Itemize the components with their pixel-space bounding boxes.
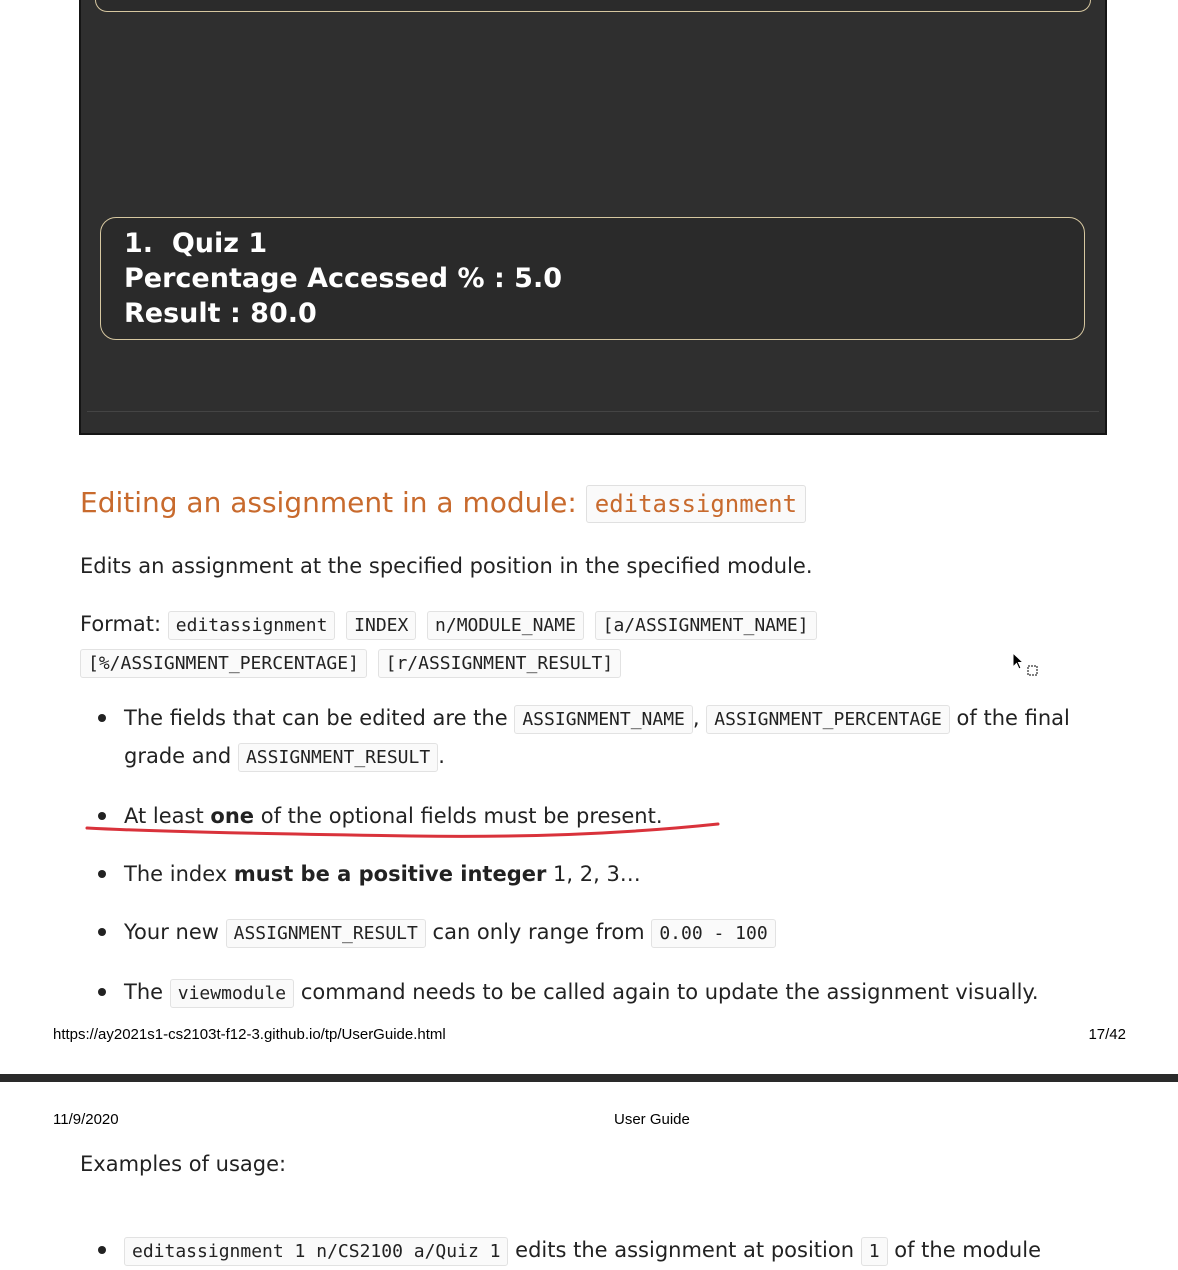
section-description: Edits an assignment at the specified position in the specified module. [80, 554, 813, 578]
bold-text: one [210, 804, 255, 828]
assignment-card [100, 217, 1085, 340]
footer-page-number: 17/42 [1088, 1026, 1126, 1043]
examples-list [80, 1232, 1120, 1270]
list-item: The viewmodule command needs to be called again to update the assignment visually. [80, 974, 1090, 1012]
red-underline-annotation [82, 820, 732, 850]
notes-list [80, 700, 1090, 1034]
example-command: editassignment 1 n/CS2100 a/Quiz 1 [124, 1237, 508, 1266]
format-index: INDEX [346, 611, 416, 640]
assignment-index: 1. [124, 228, 154, 259]
examples-heading: Examples of usage: [80, 1152, 287, 1176]
format-command: editassignment [168, 611, 336, 640]
header-title: User Guide [614, 1111, 690, 1128]
list-item: Your new ASSIGNMENT_RESULT can only range from 0.00 - 100 [80, 914, 1090, 952]
format-assignment-name: [a/ASSIGNMENT_NAME] [595, 611, 817, 640]
previous-card-edge [95, 0, 1091, 12]
footer-url[interactable]: https://ay2021s1-cs2103t-f12-3.github.io/tp/UserGuide.html [53, 1026, 446, 1043]
code-assignment-result: ASSIGNMENT_RESULT [238, 743, 438, 772]
code-range: 0.00 - 100 [651, 919, 775, 948]
format-assignment-percentage: [%/ASSIGNMENT_PERCENTAGE] [80, 649, 367, 678]
list-item: At least one of the optional fields must be present. [80, 798, 1090, 834]
assignment-percentage: Percentage Accessed % : 5.0 [124, 263, 562, 294]
code-assignment-result: ASSIGNMENT_RESULT [226, 919, 426, 948]
assignment-card-title [124, 226, 1084, 261]
list-item: The fields that can be edited are the ASSIGNMENT_NAME , ASSIGNMENT_PERCENTAGE of the final grade and ASSIGNMENT_RESULT . [80, 700, 1090, 776]
format-line [80, 606, 1090, 682]
example-position: 1 [861, 1237, 888, 1266]
code-assignment-percentage: ASSIGNMENT_PERCENTAGE [706, 705, 950, 734]
format-label: Format: [80, 612, 162, 636]
section-heading-command: editassignment [586, 485, 806, 523]
bold-text: must be a positive integer [233, 862, 547, 886]
code-assignment-name: ASSIGNMENT_NAME [514, 705, 693, 734]
mouse-cursor-icon [1012, 652, 1038, 678]
app-screenshot [79, 0, 1107, 435]
list-item: The index must be a positive integer 1, 2, 3… [80, 856, 1090, 892]
assignment-name: Quiz 1 [171, 228, 268, 259]
section-heading-text: Editing an assignment in a module: [80, 486, 577, 519]
assignment-result: Result : 80.0 [124, 298, 317, 329]
section-heading [80, 484, 806, 523]
app-list-panel [87, 0, 1099, 412]
format-assignment-result: [r/ASSIGNMENT_RESULT] [378, 649, 622, 678]
header-date: 11/9/2020 [53, 1111, 119, 1128]
list-item: editassignment 1 n/CS2100 a/Quiz 1 edits the assignment at position 1 of the module [80, 1232, 1120, 1270]
page-break-bar [0, 1074, 1178, 1082]
code-viewmodule: viewmodule [170, 979, 294, 1008]
format-module-name: n/MODULE_NAME [427, 611, 584, 640]
